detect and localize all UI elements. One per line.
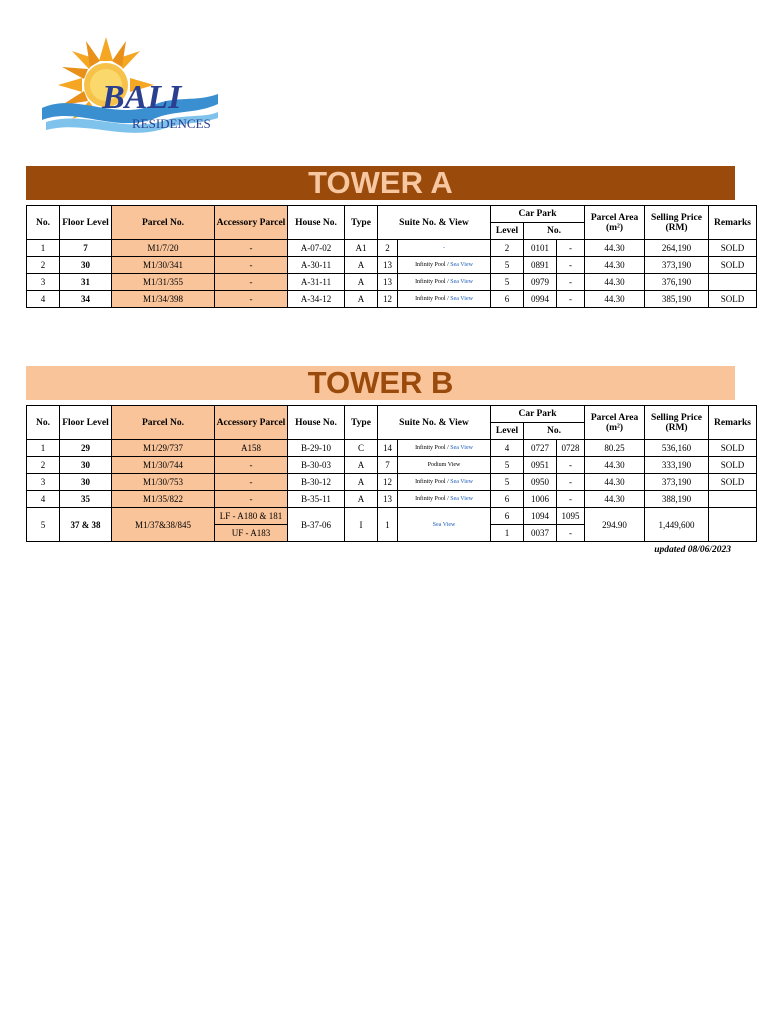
remarks: SOLD (709, 457, 757, 474)
car-park-level: 6 (491, 491, 524, 508)
accessory-parcel: - (215, 257, 288, 274)
view-separator: / (445, 445, 451, 451)
floor-level: 34 (60, 291, 112, 308)
table-row (27, 457, 757, 474)
floor-level: 31 (60, 274, 112, 291)
suite-view (398, 291, 491, 308)
car-park-level: 5 (491, 257, 524, 274)
remarks: SOLD (709, 291, 757, 308)
table-row (27, 491, 757, 508)
floor-level: 7 (60, 240, 112, 257)
remarks (709, 491, 757, 508)
car-park-no-2: - (557, 291, 585, 308)
view-secondary: Sea View (450, 279, 473, 285)
car-park-no-2: - (557, 274, 585, 291)
unit-type: A (345, 457, 378, 474)
car-park-no-2: - (557, 257, 585, 274)
parcel-no: M1/35/822 (112, 491, 215, 508)
suite-view (398, 274, 491, 291)
view-primary: Infinity Pool (415, 279, 446, 285)
accessory-parcel: - (215, 274, 288, 291)
row-no: 5 (27, 508, 60, 542)
header-house-no: House No. (288, 406, 345, 440)
header-car-no: No. (524, 423, 585, 440)
row-no: 4 (27, 491, 60, 508)
table-row (27, 291, 757, 308)
unit-type: A (345, 274, 378, 291)
header-parcel-area: Parcel Area (m²) (585, 406, 645, 440)
view-primary: Infinity Pool (415, 262, 446, 268)
header-car-level: Level (491, 223, 524, 240)
car-park-level: 5 (491, 457, 524, 474)
header-selling-price: Selling Price (RM) (645, 206, 709, 240)
suite-no: 12 (378, 474, 398, 491)
header-accessory-parcel: Accessory Parcel (215, 206, 288, 240)
tower-a-table (26, 205, 757, 308)
parcel-no: M1/7/20 (112, 240, 215, 257)
car-park-no-1: 0891 (524, 257, 557, 274)
remarks (709, 274, 757, 291)
suite-view (398, 491, 491, 508)
floor-level: 29 (60, 440, 112, 457)
table-header-row (27, 406, 757, 423)
accessory-parcel: - (215, 491, 288, 508)
accessory-parcel-lf: LF - A180 & 181 (215, 508, 288, 525)
suite-view (398, 457, 491, 474)
accessory-parcel: - (215, 457, 288, 474)
header-parcel-no: Parcel No. (112, 406, 215, 440)
unit-type: A (345, 491, 378, 508)
view-primary: Infinity Pool (415, 445, 446, 451)
header-type: Type (345, 206, 378, 240)
suite-no: 1 (378, 508, 398, 542)
selling-price: 264,190 (645, 240, 709, 257)
floor-level: 30 (60, 257, 112, 274)
table-row (27, 257, 757, 274)
floor-level: 37 & 38 (60, 508, 112, 542)
unit-type: A1 (345, 240, 378, 257)
view-secondary: Sea View (450, 496, 473, 502)
car-park-level: 4 (491, 440, 524, 457)
accessory-parcel: - (215, 474, 288, 491)
parcel-area: 44.30 (585, 457, 645, 474)
floor-level: 30 (60, 457, 112, 474)
header-remarks: Remarks (709, 406, 757, 440)
table-header-row (27, 206, 757, 223)
house-no: B-30-12 (288, 474, 345, 491)
unit-type: A (345, 291, 378, 308)
header-no: No. (27, 206, 60, 240)
view-secondary: Sea View (450, 296, 473, 302)
parcel-area: 44.30 (585, 291, 645, 308)
selling-price: 333,190 (645, 457, 709, 474)
house-no: A-07-02 (288, 240, 345, 257)
header-type: Type (345, 406, 378, 440)
car-park-no-2: - (557, 525, 585, 542)
selling-price: 376,190 (645, 274, 709, 291)
tower-a-title: TOWER A (26, 166, 735, 200)
car-park-no-1: 0101 (524, 240, 557, 257)
suite-view (398, 240, 491, 257)
car-park-no-1: 0951 (524, 457, 557, 474)
view-primary: Infinity Pool (415, 479, 446, 485)
car-park-no-1: 0727 (524, 440, 557, 457)
view-secondary: Sea View (432, 521, 456, 528)
view-separator: / (445, 296, 451, 302)
unit-type: C (345, 440, 378, 457)
remarks: SOLD (709, 240, 757, 257)
car-park-level: 6 (491, 508, 524, 525)
row-no: 1 (27, 440, 60, 457)
selling-price: 1,449,600 (645, 508, 709, 542)
parcel-area: 44.30 (585, 474, 645, 491)
car-park-no-2: - (557, 240, 585, 257)
view-separator: / (445, 479, 451, 485)
floor-level: 30 (60, 474, 112, 491)
remarks: SOLD (709, 474, 757, 491)
view-separator: / (445, 262, 451, 268)
accessory-parcel: A158 (215, 440, 288, 457)
selling-price: 385,190 (645, 291, 709, 308)
floor-level: 35 (60, 491, 112, 508)
car-park-level: 1 (491, 525, 524, 542)
accessory-parcel-uf: UF - A183 (215, 525, 288, 542)
table-row (27, 508, 757, 525)
header-floor-level: Floor Level (60, 406, 112, 440)
header-car-no: No. (524, 223, 585, 240)
parcel-area: 44.30 (585, 257, 645, 274)
suite-no: 7 (378, 457, 398, 474)
car-park-no-2: 1095 (557, 508, 585, 525)
car-park-no-2: - (557, 491, 585, 508)
row-no: 2 (27, 257, 60, 274)
house-no: A-31-11 (288, 274, 345, 291)
suite-no: 13 (378, 257, 398, 274)
accessory-parcel: - (215, 291, 288, 308)
car-park-no-1: 0037 (524, 525, 557, 542)
view-secondary: Sea View (450, 262, 473, 268)
parcel-no: M1/30/744 (112, 457, 215, 474)
accessory-parcel: - (215, 240, 288, 257)
table-row (27, 474, 757, 491)
sun-logo-icon (36, 30, 226, 148)
car-park-no-1: 1094 (524, 508, 557, 525)
parcel-no: M1/30/753 (112, 474, 215, 491)
selling-price: 373,190 (645, 474, 709, 491)
row-no: 4 (27, 291, 60, 308)
parcel-no: M1/31/355 (112, 274, 215, 291)
unit-type: A (345, 257, 378, 274)
row-no: 3 (27, 474, 60, 491)
svg-text:RESIDENCES: RESIDENCES (132, 116, 211, 131)
unit-type: I (345, 508, 378, 542)
parcel-area: 44.30 (585, 274, 645, 291)
suite-no: 14 (378, 440, 398, 457)
table-row (27, 440, 757, 457)
header-car-level: Level (491, 423, 524, 440)
house-no: B-30-03 (288, 457, 345, 474)
tower-b-table (26, 405, 757, 542)
suite-view (398, 474, 491, 491)
suite-no: 13 (378, 491, 398, 508)
parcel-no: M1/30/341 (112, 257, 215, 274)
house-no: A-30-11 (288, 257, 345, 274)
row-no: 2 (27, 457, 60, 474)
unit-type: A (345, 474, 378, 491)
parcel-no: M1/29/737 (112, 440, 215, 457)
remarks: SOLD (709, 257, 757, 274)
parcel-area: 80.25 (585, 440, 645, 457)
view-primary: Podium View (427, 462, 461, 468)
view-secondary: Sea View (450, 479, 473, 485)
view-primary: Infinity Pool (415, 496, 446, 502)
table-row (27, 274, 757, 291)
header-car-park: Car Park (491, 206, 585, 223)
parcel-area: 44.30 (585, 240, 645, 257)
header-suite-view: Suite No. & View (378, 406, 491, 440)
header-parcel-no: Parcel No. (112, 206, 215, 240)
selling-price: 388,190 (645, 491, 709, 508)
view-secondary: - (443, 245, 445, 251)
view-separator: / (445, 279, 451, 285)
car-park-level: 6 (491, 291, 524, 308)
suite-view (398, 440, 491, 457)
row-no: 3 (27, 274, 60, 291)
header-accessory-parcel: Accessory Parcel (215, 406, 288, 440)
car-park-no-1: 0979 (524, 274, 557, 291)
table-row (27, 240, 757, 257)
header-selling-price: Selling Price (RM) (645, 406, 709, 440)
house-no: B-37-06 (288, 508, 345, 542)
suite-view (398, 257, 491, 274)
header-remarks: Remarks (709, 206, 757, 240)
car-park-no-1: 0994 (524, 291, 557, 308)
header-no: No. (27, 406, 60, 440)
car-park-no-2: 0728 (557, 440, 585, 457)
header-car-park: Car Park (491, 406, 585, 423)
updated-date: updated 08/06/2023 (654, 545, 731, 555)
car-park-level: 5 (491, 474, 524, 491)
car-park-no-1: 0950 (524, 474, 557, 491)
car-park-no-2: - (557, 457, 585, 474)
remarks: SOLD (709, 440, 757, 457)
selling-price: 373,190 (645, 257, 709, 274)
bali-residences-logo (36, 30, 226, 148)
tower-b-title: TOWER B (26, 366, 735, 400)
header-suite-view: Suite No. & View (378, 206, 491, 240)
view-primary: Infinity Pool (415, 296, 446, 302)
parcel-no: M1/34/398 (112, 291, 215, 308)
view-secondary: Sea View (450, 445, 473, 451)
header-floor-level: Floor Level (60, 206, 112, 240)
car-park-level: 2 (491, 240, 524, 257)
house-no: B-29-10 (288, 440, 345, 457)
suite-view (398, 508, 491, 542)
suite-no: 13 (378, 274, 398, 291)
remarks (709, 508, 757, 542)
car-park-no-1: 1006 (524, 491, 557, 508)
car-park-no-2: - (557, 474, 585, 491)
header-house-no: House No. (288, 206, 345, 240)
header-parcel-area: Parcel Area (m²) (585, 206, 645, 240)
house-no: A-34-12 (288, 291, 345, 308)
house-no: B-35-11 (288, 491, 345, 508)
row-no: 1 (27, 240, 60, 257)
parcel-no: M1/37&38/845 (112, 508, 215, 542)
svg-text:BALI: BALI (102, 79, 182, 116)
view-separator: / (445, 496, 451, 502)
parcel-area: 44.30 (585, 491, 645, 508)
car-park-level: 5 (491, 274, 524, 291)
suite-no: 2 (378, 240, 398, 257)
parcel-area: 294.90 (585, 508, 645, 542)
selling-price: 536,160 (645, 440, 709, 457)
suite-no: 12 (378, 291, 398, 308)
